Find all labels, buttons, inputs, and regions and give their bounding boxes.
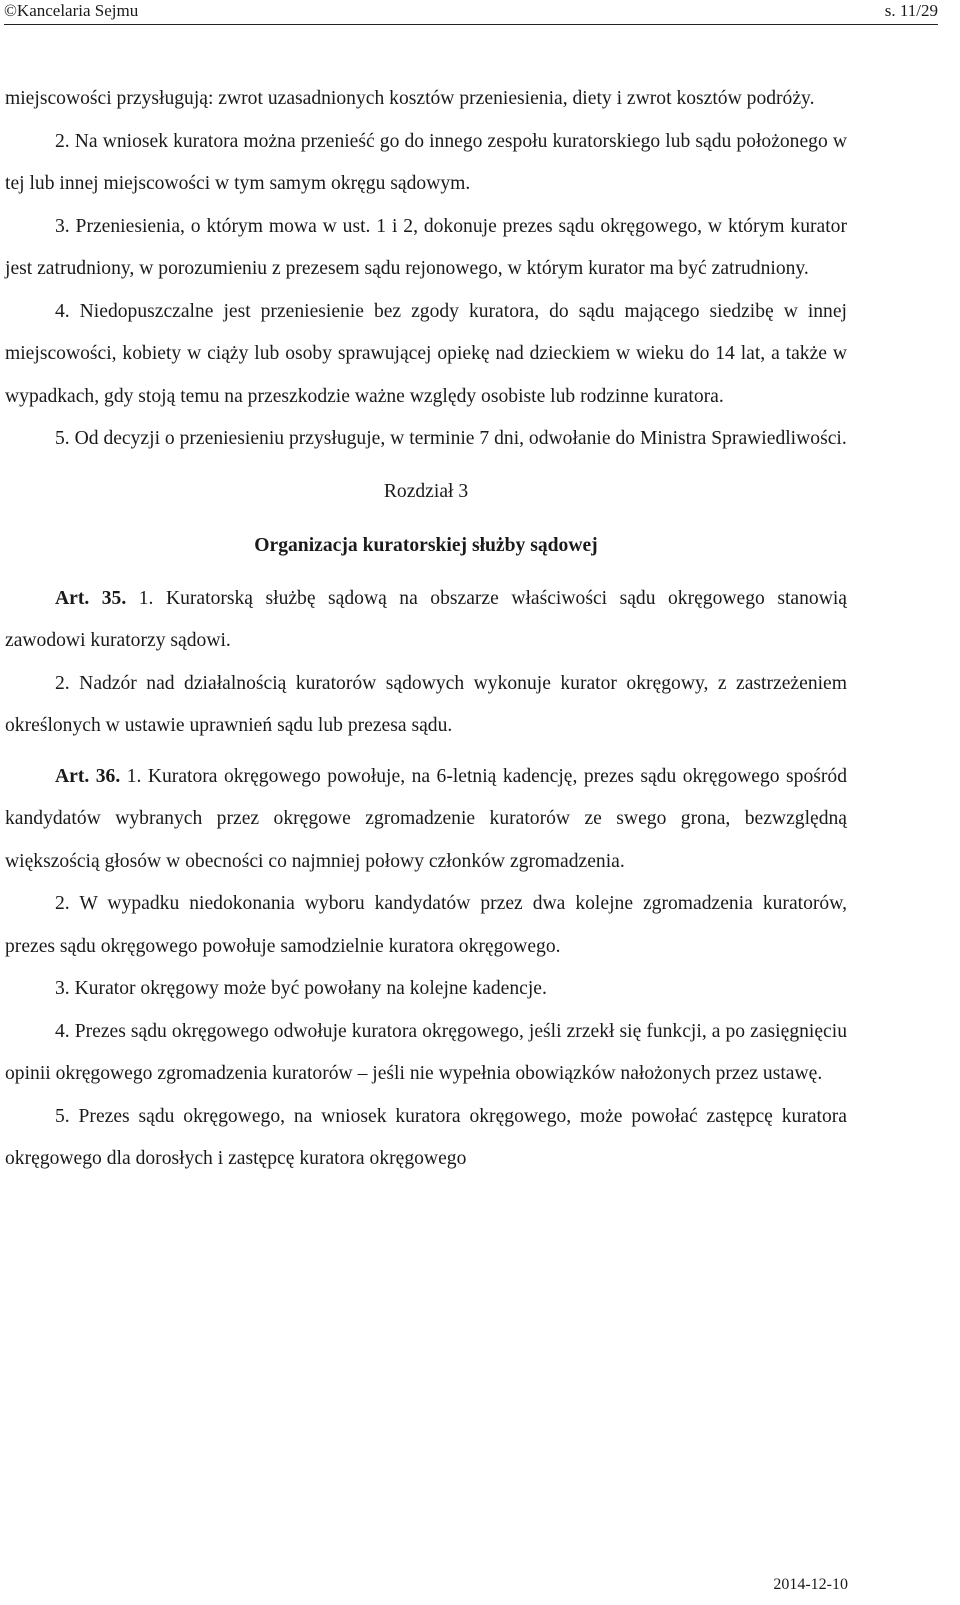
paragraph: 2. W wypadku niedokonania wyboru kandydatów przez dwa kolejne zgromadzenia kuratorów, prezes sądu okręgowego powołuje samodzielnie kuratora okręgowego. bbox=[5, 893, 847, 957]
article-paragraph bbox=[5, 578, 847, 663]
chapter-title: Organizacja kuratorskiej służby sądowej bbox=[254, 535, 598, 556]
footer-date: 2014-12-10 bbox=[773, 1576, 848, 1593]
paragraph: 2. Na wniosek kuratora można przenieść go do innego zespołu kuratorskiego lub sądu położonego w tej lub innej miejscowości w tym samym okręgu sądowym. bbox=[5, 130, 847, 194]
page-number: s. 11/29 bbox=[884, 1, 938, 20]
paragraph: 4. Prezes sądu okręgowego odwołuje kuratora okręgowego, jeśli zrzekł się funkcji, a po zasięgnięciu opinii okręgowego zgromadzenia kuratorów – jeśli nie wypełnia obowiązków nałożonych przez ustawę. bbox=[5, 1020, 847, 1084]
copyright-label: ©Kancelaria Sejmu bbox=[4, 1, 139, 20]
article-text: 1. Kuratora okręgowego powołuje, na 6-letnią kadencję, prezes sądu okręgowego spośród kandydatów wybranych przez okręgowe zgromadzenie kuratorów ze swego grona, bezwzględną większością głosów w obecności co najmniej połowy członków zgromadzenia. bbox=[5, 765, 847, 872]
document-body bbox=[5, 78, 847, 1181]
article-paragraph bbox=[5, 756, 847, 884]
article-text: 1. Kuratorską służbę sądową na obszarze właściwości sądu okręgowego stanowią zawodowi kuratorzy sądowi. bbox=[5, 587, 847, 651]
paragraph: miejscowości przysługują: zwrot uzasadnionych kosztów przeniesienia, diety i zwrot kosztów podróży. bbox=[5, 88, 815, 109]
page-header bbox=[4, 0, 938, 25]
article-number: Art. 35. bbox=[55, 587, 127, 609]
paragraph: 3. Kurator okręgowy może być powołany na kolejne kadencje. bbox=[55, 978, 547, 999]
chapter-heading: Rozdział 3 bbox=[383, 480, 469, 502]
article-number: Art. 36. bbox=[55, 765, 121, 787]
paragraph: 5. Prezes sądu okręgowego, na wniosek kuratora okręgowego, może powołać zastępcę kuratora okręgowego dla dorosłych i zastępcę kuratora okręgowego bbox=[5, 1105, 847, 1169]
paragraph: 4. Niedopuszczalne jest przeniesienie bez zgody kuratora, do sądu mającego siedzibę w innej miejscowości, kobiety w ciąży lub osoby sprawującej opiekę nad dzieckiem w wieku do 14 lat, a także w wypadkach, gdy stoją temu na przeszkodzie ważne względy osobiste lub rodzinne kuratora. bbox=[5, 300, 847, 407]
paragraph: 3. Przeniesienia, o którym mowa w ust. 1 i 2, dokonuje prezes sądu okręgowego, w którym kurator jest zatrudniony, w porozumieniu z prezesem sądu rejonowego, w którym kurator ma być zatrudniony. bbox=[5, 215, 847, 279]
paragraph: 2. Nadzór nad działalnością kuratorów sądowych wykonuje kurator okręgowy, z zastrzeżeniem określonych w ustawie uprawnień sądu lub prezesa sądu. bbox=[5, 672, 847, 736]
paragraph: 5. Od decyzji o przeniesieniu przysługuje, w terminie 7 dni, odwołanie do Ministra Sprawiedliwości. bbox=[55, 428, 847, 449]
